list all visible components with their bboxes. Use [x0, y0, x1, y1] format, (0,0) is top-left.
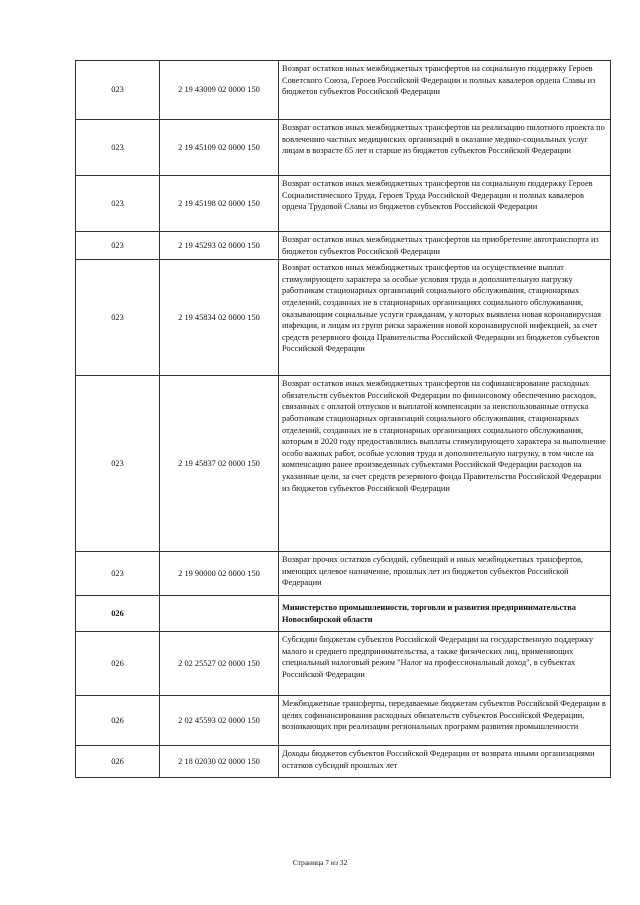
table-row	[76, 632, 611, 696]
description-cell: Возврат прочих остатков субсидий, субвенций и иных межбюджетных трансфертов, имеющих целевое назначение, прошлых лет из бюджетов субъектов Российской Федерации	[279, 552, 611, 596]
description-cell: Возврат остатков иных межбюджетных трансфертов на социальную поддержку Героев Социалистического Труда, Героев Труда Российской Федерации и полных кавалеров ордена Трудовой Славы из бюджетов субъектов Российской Федерации	[279, 176, 611, 232]
description-cell: Доходы бюджетов субъектов Российской Федерации от возврата иными организациями остатков субсидий прошлых лет	[279, 746, 611, 778]
admin-code-cell: 023	[76, 552, 160, 596]
admin-code-cell: 026	[76, 696, 160, 746]
table-row	[76, 232, 611, 260]
admin-code-cell: 026	[76, 632, 160, 696]
description-cell: Межбюджетные трансферты, передаваемые бюджетам субъектов Российской Федерации в целях софинансирования расходных обязательств субъектов Российской Федерации, возникающих при реализации региональных программ развития промышленности	[279, 696, 611, 746]
table-row	[76, 376, 611, 552]
admin-code-cell: 023	[76, 376, 160, 552]
budget-code-cell: 2 19 45293 02 0000 150	[160, 232, 279, 260]
table-row	[76, 696, 611, 746]
table-section-header-row	[76, 596, 611, 632]
description-cell: Возврат остатков иных межбюджетных трансфертов на социальную поддержку Героев Советского Союза, Героев Российской Федерации и полных кавалеров ордена Славы из бюджетов субъектов Российской Федерации	[279, 61, 611, 120]
budget-code-cell: 2 19 90000 02 0000 150	[160, 552, 279, 596]
budget-code-cell	[160, 596, 279, 632]
budget-code-cell: 2 18 02030 02 0000 150	[160, 746, 279, 778]
description-cell: Субсидии бюджетам субъектов Российской Федерации на государственную поддержку малого и среднего предпринимательства, а также физических лиц, применяющих специальный налоговый режим "Налог на профессиональный доход", в субъектах Российской Федерации	[279, 632, 611, 696]
admin-code-cell: 023	[76, 260, 160, 376]
admin-code-cell: 023	[76, 176, 160, 232]
admin-code-cell: 026	[76, 746, 160, 778]
description-cell: Возврат остатков иных межбюджетных трансфертов на софинансирование расходных обязательств субъектов Российской Федерации по финансовому обеспечению расходов, связанных с оплатой отпусков и выплатой компенсации за неиспользованные отпуска работникам стационарных организаций социального обслуживания, стационарных отделений, созданных не в стационарных организациях социального обслуживания, которым в 2020 году предоставлялись выплаты стимулирующего характера за выполнение особо важных работ, особые условия труда и дополнительную нагрузку, в том числе на компенсацию ранее произведенных субъектами Российской Федерации расходов на указанные цели, за счет средств резервного фонда Правительства Российской Федерации из бюджетов субъектов Российской Федерации	[279, 376, 611, 552]
revenue-codes-table	[75, 60, 611, 778]
budget-code-cell: 2 02 45593 02 0000 150	[160, 696, 279, 746]
table-row	[76, 176, 611, 232]
table-row	[76, 552, 611, 596]
table-row	[76, 746, 611, 778]
table-body	[76, 61, 611, 778]
admin-code-cell: 026	[76, 596, 160, 632]
table-row	[76, 260, 611, 376]
budget-code-cell: 2 19 45198 02 0000 150	[160, 176, 279, 232]
admin-code-cell: 023	[76, 61, 160, 120]
admin-code-cell: 023	[76, 120, 160, 176]
budget-code-cell: 2 19 45834 02 0000 150	[160, 260, 279, 376]
page-number: Страница 7 из 32	[292, 858, 348, 867]
description-cell: Возврат остатков иных межбюджетных трансфертов на приобретение автотранспорта из бюджетов субъектов Российской Федерации	[279, 232, 611, 260]
admin-code-cell: 023	[76, 232, 160, 260]
table-row	[76, 120, 611, 176]
budget-code-cell: 2 02 25527 02 0000 150	[160, 632, 279, 696]
table-row	[76, 61, 611, 120]
budget-code-cell: 2 19 45109 02 0000 150	[160, 120, 279, 176]
budget-code-cell: 2 19 45837 02 0000 150	[160, 376, 279, 552]
description-cell: Возврат остатков иных межбюджетных трансфертов на реализацию пилотного проекта по вовлечению частных медицинских организаций в оказание медико-социальных услуг лицам в возрасте 65 лет и старше из бюджетов субъектов Российской Федерации	[279, 120, 611, 176]
description-cell: Возврат остатков иных межбюджетных трансфертов на осуществление выплат стимулирующего характера за особые условия труда и дополнительную нагрузку работникам стационарных организаций социального обслуживания, стационарных отделений, созданных не в стационарных организациях социального обслуживания, оказывающим социальные услуги гражданам, у которых выявлена новая коронавирусная инфекция, и лицам из групп риска заражения новой коронавирусной инфекцией, за счет средств резервного фонда Правительства Российской Федерации из бюджетов субъектов Российской Федерации	[279, 260, 611, 376]
budget-code-cell: 2 19 43009 02 0000 150	[160, 61, 279, 120]
description-cell: Министерство промышленности, торговли и развития предпринимательства Новосибирской области	[279, 596, 611, 632]
